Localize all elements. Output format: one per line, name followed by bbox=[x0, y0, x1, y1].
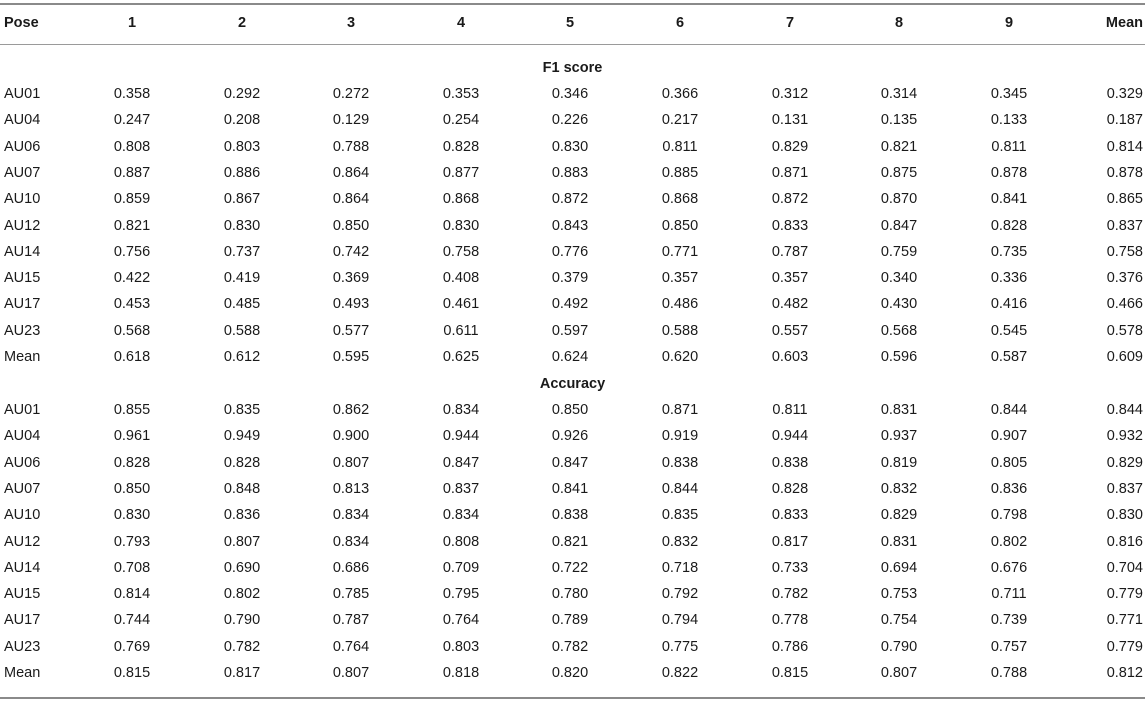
value-cell-pose-8: 0.829 bbox=[880, 507, 918, 524]
value-cell-pose-7: 0.733 bbox=[771, 559, 809, 576]
value-cell-pose-3: 0.850 bbox=[332, 217, 370, 234]
value-cell-pose-9: 0.676 bbox=[990, 559, 1028, 576]
value-cell-pose-2: 0.817 bbox=[223, 665, 261, 681]
value-cell-pose-8: 0.568 bbox=[880, 322, 918, 339]
row-label: AU10 bbox=[4, 507, 41, 524]
value-cell-pose-6: 0.850 bbox=[661, 217, 699, 234]
value-cell-pose-1: 0.793 bbox=[113, 533, 151, 550]
table-row bbox=[0, 160, 1145, 186]
value-cell-pose-3: 0.595 bbox=[332, 349, 370, 365]
value-cell-pose-5: 0.492 bbox=[551, 296, 589, 313]
value-cell-pose-5: 0.722 bbox=[551, 559, 589, 576]
value-cell-pose-6: 0.871 bbox=[661, 402, 699, 418]
value-cell-pose-7: 0.871 bbox=[771, 164, 809, 181]
value-cell-mean: 0.837 bbox=[1106, 217, 1143, 234]
value-cell-mean: 0.578 bbox=[1106, 322, 1143, 339]
value-cell-pose-6: 0.486 bbox=[661, 296, 699, 313]
value-cell-pose-5: 0.883 bbox=[551, 164, 589, 181]
value-cell-pose-1: 0.808 bbox=[113, 138, 151, 155]
value-cell-pose-9: 0.739 bbox=[990, 612, 1028, 629]
value-cell-pose-5: 0.821 bbox=[551, 533, 589, 550]
value-cell-pose-9: 0.844 bbox=[990, 402, 1028, 418]
row-label: AU15 bbox=[4, 270, 41, 287]
value-cell-pose-2: 0.419 bbox=[223, 270, 261, 287]
value-cell-pose-9: 0.805 bbox=[990, 454, 1028, 471]
value-cell-pose-4: 0.764 bbox=[442, 612, 480, 629]
value-cell-pose-9: 0.336 bbox=[990, 270, 1028, 287]
value-cell-pose-8: 0.759 bbox=[880, 243, 918, 260]
value-cell-pose-5: 0.624 bbox=[551, 349, 589, 365]
value-cell-pose-1: 0.815 bbox=[113, 665, 151, 681]
value-cell-pose-9: 0.133 bbox=[990, 112, 1028, 129]
value-cell-pose-2: 0.848 bbox=[223, 480, 261, 497]
value-cell-pose-7: 0.829 bbox=[771, 138, 809, 155]
value-cell-pose-2: 0.802 bbox=[223, 586, 261, 603]
table-row bbox=[0, 502, 1145, 528]
value-cell-pose-4: 0.834 bbox=[442, 402, 480, 418]
section-title-accuracy: Accuracy bbox=[539, 376, 606, 392]
value-cell-pose-6: 0.620 bbox=[661, 349, 699, 365]
value-cell-pose-1: 0.358 bbox=[113, 86, 151, 102]
value-cell-pose-3: 0.788 bbox=[332, 138, 370, 155]
value-cell-pose-9: 0.735 bbox=[990, 243, 1028, 260]
value-cell-pose-3: 0.369 bbox=[332, 270, 370, 287]
value-cell-pose-5: 0.820 bbox=[551, 665, 589, 681]
table-row bbox=[0, 291, 1145, 317]
value-cell-pose-4: 0.877 bbox=[442, 164, 480, 181]
value-cell-pose-4: 0.461 bbox=[442, 296, 480, 313]
value-cell-pose-8: 0.807 bbox=[880, 665, 918, 681]
value-cell-pose-7: 0.357 bbox=[771, 270, 809, 287]
value-cell-pose-2: 0.690 bbox=[223, 559, 261, 576]
value-cell-pose-7: 0.811 bbox=[772, 402, 808, 418]
value-cell-pose-6: 0.811 bbox=[662, 138, 698, 155]
value-cell-pose-3: 0.686 bbox=[332, 559, 370, 576]
value-cell-pose-9: 0.757 bbox=[990, 638, 1028, 655]
value-cell-pose-9: 0.345 bbox=[990, 86, 1028, 102]
value-cell-pose-8: 0.831 bbox=[880, 402, 918, 418]
table-row bbox=[0, 318, 1145, 344]
value-cell-pose-5: 0.597 bbox=[551, 322, 589, 339]
value-cell-pose-5: 0.346 bbox=[551, 86, 589, 102]
value-cell-pose-8: 0.870 bbox=[880, 191, 918, 208]
value-cell-pose-3: 0.834 bbox=[332, 507, 370, 524]
table-row bbox=[0, 450, 1145, 476]
header-cell-pose-2: 2 bbox=[237, 15, 247, 31]
value-cell-pose-3: 0.764 bbox=[332, 638, 370, 655]
value-cell-pose-7: 0.833 bbox=[771, 507, 809, 524]
value-cell-pose-4: 0.834 bbox=[442, 507, 480, 524]
value-cell-pose-4: 0.353 bbox=[442, 86, 480, 102]
value-cell-pose-2: 0.485 bbox=[223, 296, 261, 313]
row-label: AU15 bbox=[4, 586, 41, 603]
table-row bbox=[0, 660, 1145, 686]
value-cell-pose-9: 0.416 bbox=[990, 296, 1028, 313]
value-cell-pose-4: 0.803 bbox=[442, 638, 480, 655]
value-cell-pose-5: 0.776 bbox=[551, 243, 589, 260]
value-cell-pose-5: 0.226 bbox=[551, 112, 589, 129]
value-cell-pose-3: 0.813 bbox=[332, 480, 370, 497]
value-cell-mean: 0.466 bbox=[1106, 296, 1143, 313]
table-row bbox=[0, 265, 1145, 291]
value-cell-mean: 0.830 bbox=[1106, 507, 1143, 524]
header-cell-pose-7: 7 bbox=[785, 15, 795, 31]
value-cell-pose-8: 0.430 bbox=[880, 296, 918, 313]
value-cell-pose-9: 0.545 bbox=[990, 322, 1028, 339]
row-label: AU12 bbox=[4, 533, 41, 550]
value-cell-pose-8: 0.314 bbox=[880, 86, 918, 102]
value-cell-pose-4: 0.611 bbox=[443, 322, 479, 339]
value-cell-pose-4: 0.254 bbox=[442, 112, 480, 129]
value-cell-pose-4: 0.408 bbox=[442, 270, 480, 287]
value-cell-pose-3: 0.834 bbox=[332, 533, 370, 550]
row-label: AU07 bbox=[4, 164, 41, 181]
value-cell-pose-3: 0.862 bbox=[332, 402, 370, 418]
value-cell-pose-4: 0.808 bbox=[442, 533, 480, 550]
row-label: AU23 bbox=[4, 322, 41, 339]
value-cell-pose-1: 0.453 bbox=[113, 296, 151, 313]
value-cell-pose-6: 0.792 bbox=[661, 586, 699, 603]
value-cell-pose-3: 0.493 bbox=[332, 296, 370, 313]
value-cell-pose-7: 0.815 bbox=[771, 665, 809, 681]
value-cell-pose-3: 0.807 bbox=[332, 454, 370, 471]
value-cell-pose-9: 0.798 bbox=[990, 507, 1028, 524]
value-cell-pose-8: 0.875 bbox=[880, 164, 918, 181]
table-row bbox=[0, 634, 1145, 660]
value-cell-pose-9: 0.788 bbox=[990, 665, 1028, 681]
value-cell-pose-5: 0.850 bbox=[551, 402, 589, 418]
value-cell-pose-6: 0.832 bbox=[661, 533, 699, 550]
value-cell-pose-2: 0.737 bbox=[223, 243, 261, 260]
value-cell-pose-6: 0.775 bbox=[661, 638, 699, 655]
table-row bbox=[0, 213, 1145, 239]
section-title-f1-score: F1 score bbox=[542, 60, 603, 76]
value-cell-pose-9: 0.907 bbox=[990, 428, 1028, 445]
value-cell-pose-1: 0.568 bbox=[113, 322, 151, 339]
row-label: AU17 bbox=[4, 296, 41, 313]
table-row bbox=[0, 423, 1145, 449]
value-cell-pose-8: 0.694 bbox=[880, 559, 918, 576]
value-cell-pose-7: 0.782 bbox=[771, 586, 809, 603]
row-label: AU01 bbox=[4, 86, 41, 102]
value-cell-pose-2: 0.803 bbox=[223, 138, 261, 155]
value-cell-pose-4: 0.944 bbox=[442, 428, 480, 445]
header-cell-pose-8: 8 bbox=[894, 15, 904, 31]
value-cell-pose-2: 0.612 bbox=[223, 349, 261, 365]
value-cell-pose-7: 0.838 bbox=[771, 454, 809, 471]
value-cell-mean: 0.758 bbox=[1106, 243, 1143, 260]
value-cell-mean: 0.814 bbox=[1106, 138, 1143, 155]
table-top-rule bbox=[0, 3, 1145, 5]
value-cell-mean: 0.844 bbox=[1106, 402, 1143, 418]
value-cell-pose-5: 0.782 bbox=[551, 638, 589, 655]
value-cell-pose-1: 0.850 bbox=[113, 480, 151, 497]
value-cell-pose-5: 0.780 bbox=[551, 586, 589, 603]
header-cell-pose-6: 6 bbox=[675, 15, 685, 31]
value-cell-pose-4: 0.758 bbox=[442, 243, 480, 260]
value-cell-pose-1: 0.828 bbox=[113, 454, 151, 471]
value-cell-pose-7: 0.786 bbox=[771, 638, 809, 655]
value-cell-pose-1: 0.859 bbox=[113, 191, 151, 208]
value-cell-mean: 0.878 bbox=[1106, 164, 1143, 181]
value-cell-pose-8: 0.596 bbox=[880, 349, 918, 365]
value-cell-pose-6: 0.718 bbox=[661, 559, 699, 576]
value-cell-pose-9: 0.587 bbox=[990, 349, 1028, 365]
value-cell-pose-9: 0.878 bbox=[990, 164, 1028, 181]
value-cell-pose-7: 0.557 bbox=[771, 322, 809, 339]
value-cell-mean: 0.779 bbox=[1106, 638, 1143, 655]
value-cell-mean: 0.865 bbox=[1106, 191, 1143, 208]
value-cell-pose-6: 0.868 bbox=[661, 191, 699, 208]
value-cell-pose-9: 0.802 bbox=[990, 533, 1028, 550]
value-cell-pose-2: 0.867 bbox=[223, 191, 261, 208]
value-cell-pose-5: 0.789 bbox=[551, 612, 589, 629]
row-label: AU14 bbox=[4, 559, 41, 576]
row-label: AU06 bbox=[4, 138, 41, 155]
value-cell-pose-6: 0.771 bbox=[661, 243, 699, 260]
header-cell-pose-1: 1 bbox=[127, 15, 137, 31]
value-cell-pose-5: 0.926 bbox=[551, 428, 589, 445]
value-cell-pose-3: 0.742 bbox=[332, 243, 370, 260]
value-cell-pose-2: 0.782 bbox=[223, 638, 261, 655]
header-cell-pose-4: 4 bbox=[456, 15, 466, 31]
value-cell-pose-8: 0.753 bbox=[880, 586, 918, 603]
value-cell-pose-5: 0.830 bbox=[551, 138, 589, 155]
value-cell-pose-6: 0.217 bbox=[661, 112, 699, 129]
value-cell-mean: 0.376 bbox=[1106, 270, 1143, 287]
value-cell-pose-3: 0.272 bbox=[332, 86, 370, 102]
value-cell-pose-1: 0.814 bbox=[113, 586, 151, 603]
value-cell-pose-7: 0.778 bbox=[771, 612, 809, 629]
table-row bbox=[0, 107, 1145, 133]
value-cell-pose-6: 0.838 bbox=[661, 454, 699, 471]
value-cell-pose-4: 0.868 bbox=[442, 191, 480, 208]
value-cell-pose-3: 0.787 bbox=[332, 612, 370, 629]
value-cell-pose-9: 0.828 bbox=[990, 217, 1028, 234]
header-cell-pose-3: 3 bbox=[346, 15, 356, 31]
value-cell-pose-5: 0.872 bbox=[551, 191, 589, 208]
row-label: AU23 bbox=[4, 638, 41, 655]
header-cell-pose: Pose bbox=[4, 15, 39, 31]
value-cell-pose-6: 0.844 bbox=[661, 480, 699, 497]
value-cell-pose-4: 0.847 bbox=[442, 454, 480, 471]
value-cell-pose-3: 0.785 bbox=[332, 586, 370, 603]
row-label: AU04 bbox=[4, 428, 41, 445]
value-cell-pose-2: 0.790 bbox=[223, 612, 261, 629]
table-row bbox=[0, 186, 1145, 212]
row-label: AU12 bbox=[4, 217, 41, 234]
value-cell-pose-4: 0.709 bbox=[442, 559, 480, 576]
value-cell-mean: 0.816 bbox=[1106, 533, 1143, 550]
row-label: AU10 bbox=[4, 191, 41, 208]
value-cell-mean: 0.932 bbox=[1106, 428, 1143, 445]
value-cell-pose-7: 0.828 bbox=[771, 480, 809, 497]
value-cell-pose-5: 0.838 bbox=[551, 507, 589, 524]
value-cell-pose-6: 0.588 bbox=[661, 322, 699, 339]
value-cell-pose-6: 0.366 bbox=[661, 86, 699, 102]
value-cell-mean: 0.829 bbox=[1106, 454, 1143, 471]
value-cell-pose-4: 0.625 bbox=[442, 349, 480, 365]
value-cell-pose-6: 0.885 bbox=[661, 164, 699, 181]
value-cell-pose-3: 0.807 bbox=[332, 665, 370, 681]
row-label: AU14 bbox=[4, 243, 41, 260]
value-cell-pose-8: 0.821 bbox=[880, 138, 918, 155]
value-cell-pose-6: 0.794 bbox=[661, 612, 699, 629]
value-cell-pose-2: 0.835 bbox=[223, 402, 261, 418]
header-cell-pose-5: 5 bbox=[565, 15, 575, 31]
value-cell-pose-2: 0.807 bbox=[223, 533, 261, 550]
value-cell-pose-4: 0.818 bbox=[442, 665, 480, 681]
value-cell-pose-7: 0.833 bbox=[771, 217, 809, 234]
value-cell-pose-5: 0.847 bbox=[551, 454, 589, 471]
value-cell-pose-1: 0.422 bbox=[113, 270, 151, 287]
table-row bbox=[0, 344, 1145, 370]
value-cell-pose-1: 0.821 bbox=[113, 217, 151, 234]
value-cell-pose-1: 0.708 bbox=[113, 559, 151, 576]
value-cell-pose-1: 0.618 bbox=[113, 349, 151, 365]
table-header-row bbox=[0, 8, 1145, 38]
value-cell-pose-1: 0.756 bbox=[113, 243, 151, 260]
value-cell-pose-8: 0.340 bbox=[880, 270, 918, 287]
value-cell-pose-7: 0.872 bbox=[771, 191, 809, 208]
value-cell-pose-8: 0.937 bbox=[880, 428, 918, 445]
value-cell-pose-8: 0.754 bbox=[880, 612, 918, 629]
table-row bbox=[0, 397, 1145, 423]
header-cell-pose-9: 9 bbox=[1004, 15, 1014, 31]
value-cell-pose-3: 0.864 bbox=[332, 164, 370, 181]
value-cell-pose-7: 0.603 bbox=[771, 349, 809, 365]
value-cell-pose-7: 0.131 bbox=[771, 112, 809, 129]
value-cell-mean: 0.609 bbox=[1106, 349, 1143, 365]
value-cell-pose-7: 0.312 bbox=[771, 86, 809, 102]
value-cell-pose-7: 0.817 bbox=[771, 533, 809, 550]
value-cell-pose-8: 0.819 bbox=[880, 454, 918, 471]
row-label: AU01 bbox=[4, 402, 41, 418]
table-row bbox=[0, 134, 1145, 160]
value-cell-mean: 0.812 bbox=[1106, 665, 1143, 681]
table-row bbox=[0, 239, 1145, 265]
value-cell-pose-5: 0.841 bbox=[551, 480, 589, 497]
table-row bbox=[0, 607, 1145, 633]
table-row bbox=[0, 476, 1145, 502]
value-cell-pose-9: 0.841 bbox=[990, 191, 1028, 208]
value-cell-pose-2: 0.208 bbox=[223, 112, 261, 129]
value-cell-mean: 0.329 bbox=[1106, 86, 1143, 102]
value-cell-pose-5: 0.379 bbox=[551, 270, 589, 287]
value-cell-pose-6: 0.919 bbox=[661, 428, 699, 445]
value-cell-pose-5: 0.843 bbox=[551, 217, 589, 234]
value-cell-pose-1: 0.744 bbox=[113, 612, 151, 629]
value-cell-pose-2: 0.828 bbox=[223, 454, 261, 471]
value-cell-mean: 0.771 bbox=[1106, 612, 1143, 629]
value-cell-pose-6: 0.822 bbox=[661, 665, 699, 681]
value-cell-pose-4: 0.830 bbox=[442, 217, 480, 234]
value-cell-mean: 0.779 bbox=[1106, 586, 1143, 603]
value-cell-pose-9: 0.836 bbox=[990, 480, 1028, 497]
value-cell-pose-1: 0.830 bbox=[113, 507, 151, 524]
value-cell-pose-2: 0.292 bbox=[223, 86, 261, 102]
row-label: AU07 bbox=[4, 480, 41, 497]
value-cell-pose-7: 0.787 bbox=[771, 243, 809, 260]
header-cell-mean: Mean bbox=[1105, 15, 1143, 31]
table-row bbox=[0, 529, 1145, 555]
value-cell-pose-6: 0.835 bbox=[661, 507, 699, 524]
value-cell-pose-7: 0.482 bbox=[771, 296, 809, 313]
row-label: AU06 bbox=[4, 454, 41, 471]
value-cell-pose-2: 0.830 bbox=[223, 217, 261, 234]
value-cell-pose-8: 0.135 bbox=[880, 112, 918, 129]
value-cell-pose-3: 0.900 bbox=[332, 428, 370, 445]
value-cell-pose-2: 0.949 bbox=[223, 428, 261, 445]
value-cell-mean: 0.837 bbox=[1106, 480, 1143, 497]
value-cell-pose-8: 0.790 bbox=[880, 638, 918, 655]
value-cell-pose-1: 0.247 bbox=[113, 112, 151, 129]
value-cell-pose-4: 0.795 bbox=[442, 586, 480, 603]
row-label: Mean bbox=[4, 665, 41, 681]
value-cell-pose-6: 0.357 bbox=[661, 270, 699, 287]
value-cell-pose-2: 0.836 bbox=[223, 507, 261, 524]
table-header-rule bbox=[0, 44, 1145, 45]
value-cell-pose-1: 0.855 bbox=[113, 402, 151, 418]
value-cell-pose-9: 0.811 bbox=[991, 138, 1027, 155]
value-cell-pose-3: 0.864 bbox=[332, 191, 370, 208]
value-cell-pose-1: 0.887 bbox=[113, 164, 151, 181]
table-bottom-rule bbox=[0, 697, 1145, 699]
value-cell-pose-1: 0.961 bbox=[113, 428, 151, 445]
value-cell-pose-8: 0.832 bbox=[880, 480, 918, 497]
value-cell-pose-1: 0.769 bbox=[113, 638, 151, 655]
value-cell-pose-9: 0.711 bbox=[991, 586, 1027, 603]
value-cell-pose-2: 0.588 bbox=[223, 322, 261, 339]
table-row bbox=[0, 581, 1145, 607]
value-cell-pose-2: 0.886 bbox=[223, 164, 261, 181]
value-cell-pose-7: 0.944 bbox=[771, 428, 809, 445]
value-cell-mean: 0.187 bbox=[1106, 112, 1143, 129]
value-cell-pose-8: 0.831 bbox=[880, 533, 918, 550]
value-cell-pose-4: 0.837 bbox=[442, 480, 480, 497]
row-label: AU17 bbox=[4, 612, 41, 629]
table-row bbox=[0, 555, 1145, 581]
row-label: AU04 bbox=[4, 112, 41, 129]
value-cell-pose-3: 0.129 bbox=[332, 112, 370, 129]
table-row bbox=[0, 81, 1145, 107]
value-cell-mean: 0.704 bbox=[1106, 559, 1143, 576]
value-cell-pose-3: 0.577 bbox=[332, 322, 370, 339]
value-cell-pose-4: 0.828 bbox=[442, 138, 480, 155]
row-label: Mean bbox=[4, 349, 41, 365]
value-cell-pose-8: 0.847 bbox=[880, 217, 918, 234]
